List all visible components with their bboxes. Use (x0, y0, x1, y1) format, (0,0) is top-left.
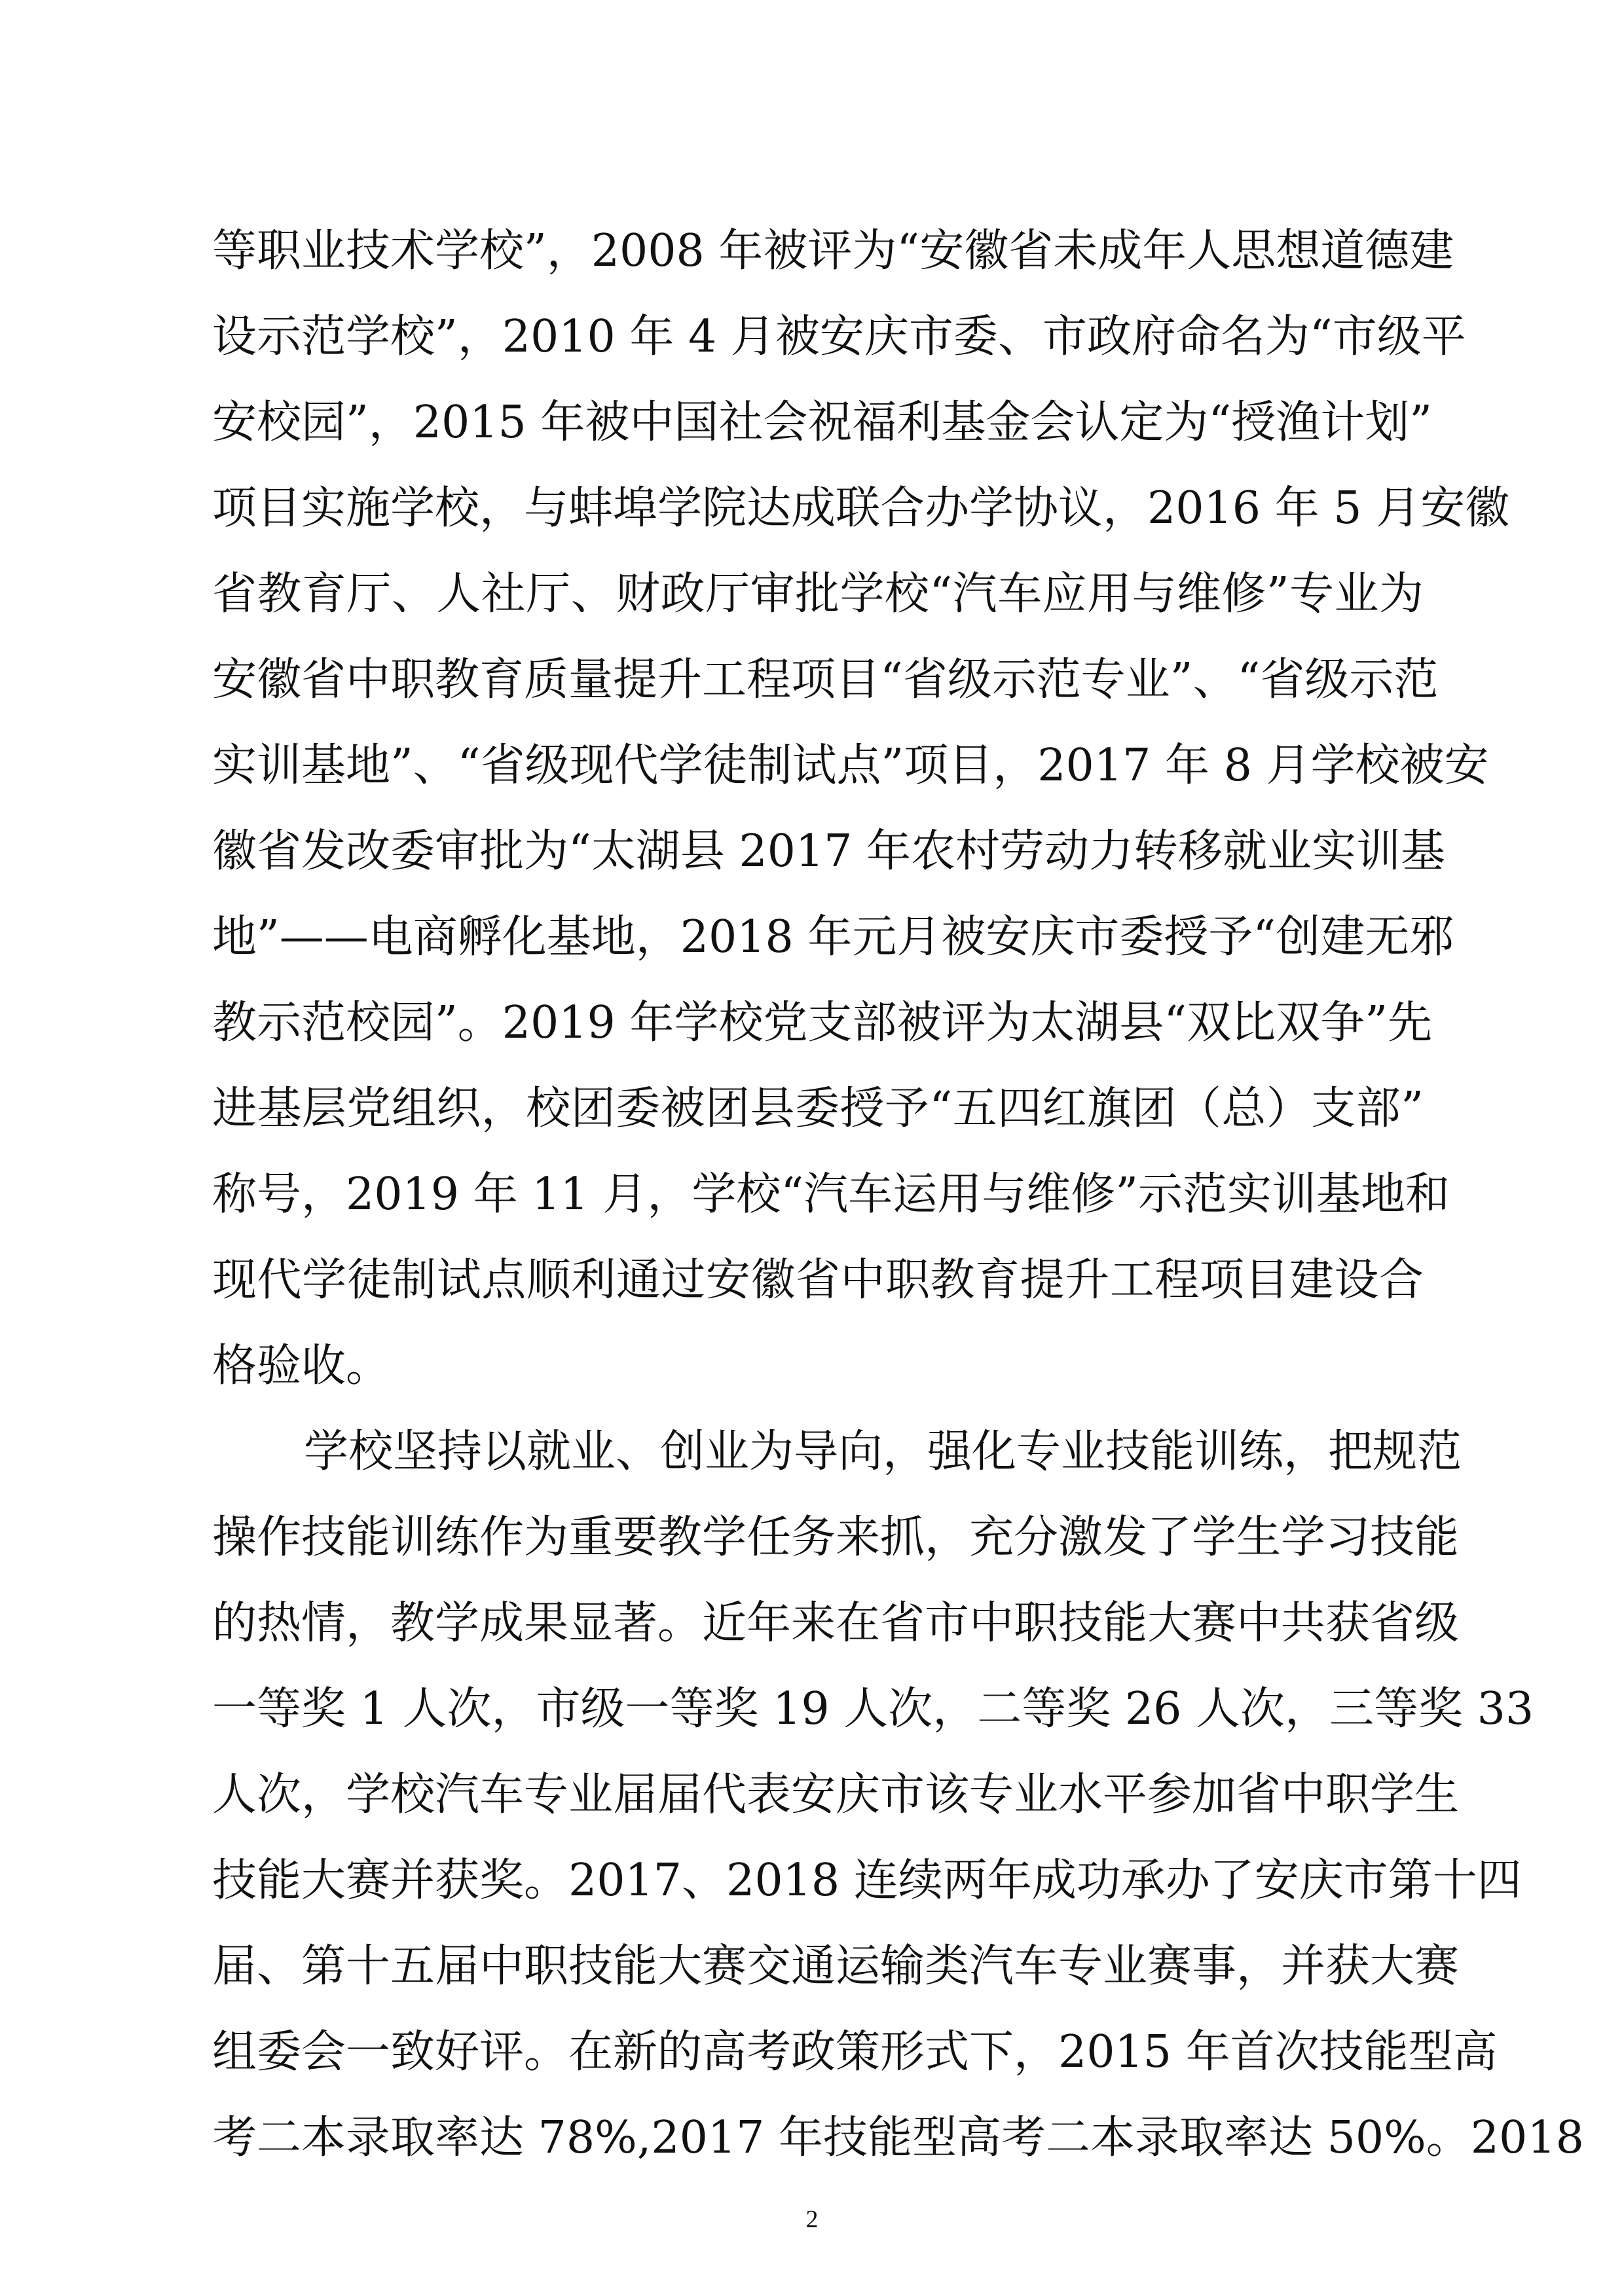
text-line: 设示范学校”，2010 年 4 月被安庆市委、市政府命名为“市级平 (212, 311, 1466, 363)
text-line: 进基层党组织，校团委被团县委授予“五四红旗团（总）支部” (212, 1083, 1424, 1135)
page-number: 2 (805, 2206, 819, 2233)
text-line: 现代学徒制试点顺利通过安徽省中职教育提升工程项目建设合 (212, 1254, 1424, 1306)
text-line: 实训基地”、“省级现代学徒制试点”项目，2017 年 8 月学校被安 (212, 740, 1489, 792)
text-line: 徽省发改委审批为“太湖县 2017 年农村劳动力转移就业实训基 (212, 826, 1446, 877)
text-line: 安校园”，2015 年被中国社会祝福利基金会认定为“授渔计划” (212, 397, 1432, 448)
text-line: 学校坚持以就业、创业为导向，强化专业技能训练，把规范 (304, 1426, 1462, 1478)
text-line: 格验收。 (212, 1340, 391, 1392)
text-line: 教示范校园”。2019 年学校党支部被评为太湖县“双比双争”先 (212, 997, 1432, 1049)
text-line: 等职业技术学校”，2008 年被评为“安徽省未成年人思想道德建 (212, 225, 1454, 277)
paragraph-2 (212, 1409, 1584, 2181)
paragraph-1 (212, 208, 1510, 1409)
text-line: 称号，2019 年 11 月，学校“汽车运用与维修”示范实训基地和 (212, 1169, 1450, 1220)
text-line: 届、第十五届中职技能大赛交通运输类汽车专业赛事，并获大赛 (212, 1941, 1460, 1992)
text-line: 的热情，教学成果显著。近年来在省市中职技能大赛中共获省级 (212, 1597, 1460, 1649)
body-text (212, 208, 1584, 2181)
text-line: 操作技能训练作为重要教学任务来抓，充分激发了学生学习技能 (212, 1512, 1460, 1563)
text-line: 技能大赛并获奖。2017、2018 连续两年成功承办了安庆市第十四 (212, 1855, 1522, 1906)
text-line: 一等奖 1 人次，市级一等奖 19 人次，二等奖 26 人次，三等奖 33 (212, 1683, 1534, 1735)
text-line: 项目实施学校，与蚌埠学院达成联合办学协议，2016 年 5 月安徽 (212, 483, 1510, 534)
text-line: 组委会一致好评。在新的高考政策形式下，2015 年首次技能型高 (212, 2026, 1498, 2078)
text-line: 考二本录取率达 78%,2017 年技能型高考二本录取率达 50%。2018 (212, 2112, 1584, 2164)
text-line: 地”——电商孵化基地，2018 年元月被安庆市委授予“创建无邪 (212, 911, 1454, 963)
text-line: 安徽省中职教育质量提升工程项目“省级示范专业”、“省级示范 (212, 654, 1439, 706)
text-line: 省教育厅、人社厅、财政厅审批学校“汽车应用与维修”专业为 (212, 568, 1424, 620)
text-line: 人次，学校汽车专业届届代表安庆市该专业水平参加省中职学生 (212, 1769, 1460, 1821)
